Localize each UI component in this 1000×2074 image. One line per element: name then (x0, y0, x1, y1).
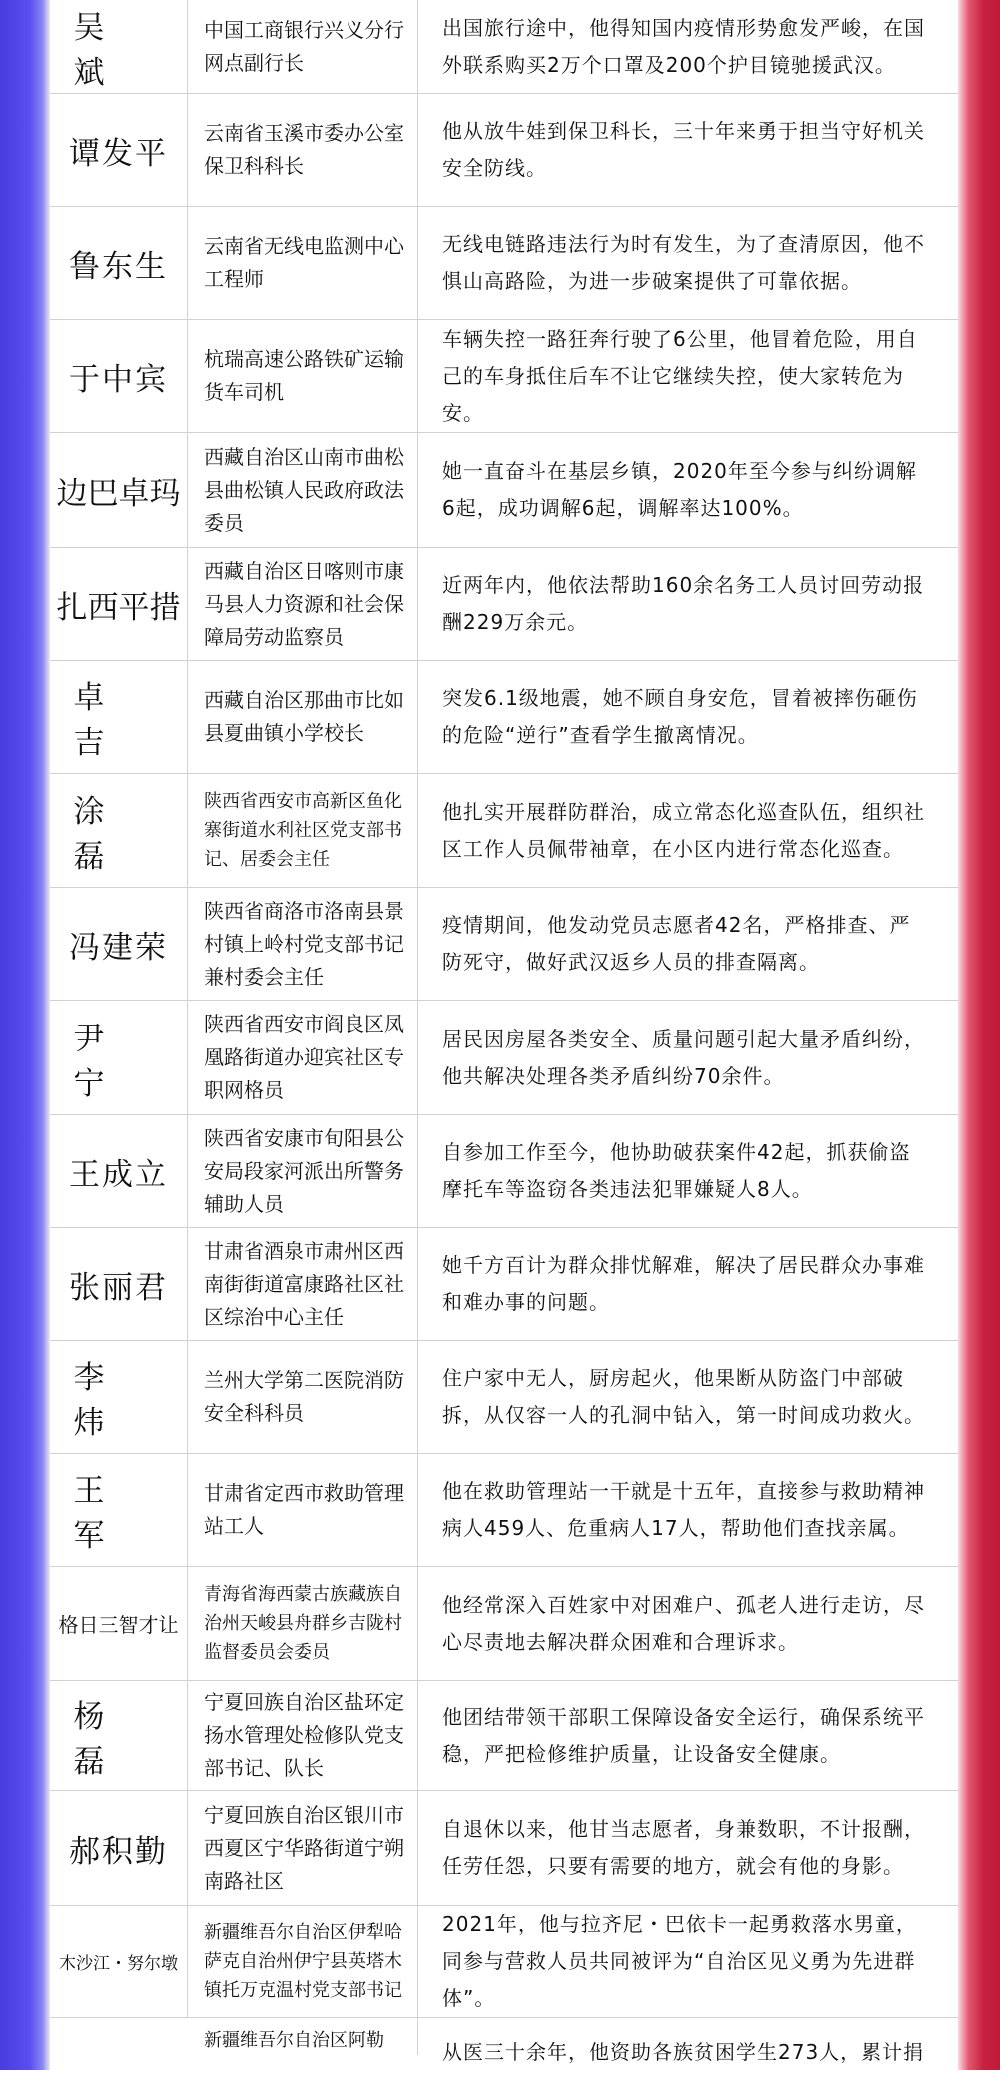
deed-cell: 车辆失控一路狂奔行驶了6公里，他冒着危险，用自己的车身抵住后车不让它继续失控，使大家转危为安。 (442, 326, 918, 425)
table-row (50, 320, 958, 433)
deed-cell: 出国旅行途中，他得知国内疫情形势愈发严峻，在国外联系购买2万个口罩及200个护目镜驰援武汉。 (442, 15, 925, 77)
table-row (50, 1228, 958, 1341)
unit-cell: 宁夏回族自治区银川市西夏区宁华路街道宁朔南路社区 (188, 1791, 418, 1905)
table-row (50, 1001, 958, 1115)
table-row (50, 1341, 958, 1454)
deed-cell: 他团结带领干部职工保障设备安全运行，确保系统平稳，严把检修维护质量，让设备安全健康。 (442, 1704, 925, 1766)
unit-cell: 宁夏回族自治区盐环定扬水管理处检修队党支部书记、队长 (188, 1681, 418, 1790)
name-cell: 木沙江・努尔墩 (50, 1906, 188, 2017)
unit-cell: 西藏自治区山南市曲松县曲松镇人民政府政法委员 (188, 433, 418, 547)
name-cell: 尹 宁 (50, 1001, 188, 1114)
deed-cell: 2021年，他与拉齐尼・巴依卡一起勇救落水男童，同参与营救人员共同被评为“自治区见义勇为先进群体”。 (442, 1912, 917, 2010)
unit-cell: 西藏自治区日喀则市康马县人力资源和社会保障局劳动监察员 (188, 548, 418, 660)
unit-cell: 陕西省商洛市洛南县景村镇上岭村党支部书记兼村委会主任 (188, 888, 418, 1000)
table-row (50, 888, 958, 1001)
deed-cell: 突发6.1级地震，她不顾自身安危，冒着被摔伤砸伤的危险“逆行”查看学生撤离情况。 (442, 686, 918, 747)
deed-cell: 无线电链路违法行为时有发生，为了查清原因，他不惧山高路险，为进一步破案提供了可靠依据。 (442, 232, 925, 293)
table-row (50, 1567, 958, 1681)
name-cell: 于中宾 (50, 320, 188, 432)
deed-cell: 他扎实开展群防群治，成立常态化巡查队伍，组织社区工作人员佩带袖章，在小区内进行常态化巡查。 (442, 799, 925, 861)
table-row (50, 774, 958, 888)
deed-cell: 他经常深入百姓家中对困难户、孤老人进行走访，尽心尽责地去解决群众困难和合理诉求。 (442, 1592, 925, 1654)
unit-cell: 甘肃省酒泉市肃州区西南街街道富康路社区社区综治中心主任 (188, 1228, 418, 1340)
unit-cell: 甘肃省定西市救助管理站工人 (188, 1454, 418, 1566)
unit-cell: 西藏自治区那曲市比如县夏曲镇小学校长 (188, 661, 418, 773)
name-cell: 边巴卓玛 (50, 433, 188, 547)
name-cell: 杨 磊 (50, 1681, 188, 1790)
table-row (50, 1454, 958, 1567)
name-cell: 李 炜 (50, 1341, 188, 1453)
table-row (50, 1681, 958, 1791)
unit-cell: 新疆维吾尔自治区阿勒 (188, 2018, 418, 2055)
table-row (50, 1906, 958, 2018)
table-row (50, 2018, 958, 2074)
name-cell: 王成立 (50, 1115, 188, 1227)
deed-cell: 自参加工作至今，他协助破获案件42起，抓获偷盗摩托车等盗窃各类违法犯罪嫌疑人8人。 (442, 1140, 911, 1201)
unit-cell: 陕西省西安市高新区鱼化寨街道水利社区党支部书记、居委会主任 (188, 774, 418, 887)
right-decorative-band (958, 0, 1000, 2070)
name-cell: 吴 斌 (50, 0, 188, 93)
deed-cell: 疫情期间，他发动党员志愿者42名，严格排查、严防死守，做好武汉返乡人员的排查隔离。 (442, 913, 911, 974)
deed-cell: 住户家中无人，厨房起火，他果断从防盗门中部破拆，从仅容一人的孔洞中钻入，第一时间成功救火。 (442, 1366, 925, 1427)
name-cell: 冯建荣 (50, 888, 188, 1000)
left-decorative-band (0, 0, 50, 2070)
table-row (50, 661, 958, 774)
table-row (50, 0, 958, 94)
name-cell: 张丽君 (50, 1228, 188, 1340)
unit-cell: 云南省玉溪市委办公室保卫科科长 (188, 94, 418, 206)
table-row (50, 207, 958, 320)
unit-cell: 杭瑞高速公路铁矿运输货车司机 (188, 320, 418, 432)
unit-cell: 陕西省安康市旬阳县公安局段家河派出所警务辅助人员 (188, 1115, 418, 1227)
deed-cell: 他从放牛娃到保卫科长，三十年来勇于担当守好机关安全防线。 (442, 119, 925, 180)
name-cell: 鲁东生 (50, 207, 188, 319)
unit-cell: 青海省海西蒙古族藏族自治州天峻县舟群乡吉陇村监督委员会委员 (188, 1567, 418, 1680)
deed-cell: 近两年内，他依法帮助160余名务工人员讨回劳动报酬229万余元。 (442, 573, 925, 634)
name-cell: 卓 吉 (50, 661, 188, 773)
deed-cell: 她一直奋斗在基层乡镇，2020年至今参与纠纷调解6起，成功调解6起，调解率达100%。 (442, 459, 917, 520)
unit-cell: 云南省无线电监测中心工程师 (188, 207, 418, 319)
unit-cell: 陕西省西安市阎良区凤凰路街道办迎宾社区专职网格员 (188, 1001, 418, 1114)
unit-cell: 兰州大学第二医院消防安全科科员 (188, 1341, 418, 1453)
deed-cell: 他在救助管理站一干就是十五年，直接参与救助精神病人459人、危重病人17人，帮助他们查找亲属。 (442, 1479, 925, 1540)
table-row (50, 433, 958, 548)
table-row (50, 1791, 958, 1906)
deed-cell: 居民因房屋各类安全、质量问题引起大量矛盾纠纷，他共解决处理各类矛盾纠纷70余件。 (442, 1026, 925, 1088)
deed-cell: 自退休以来，他甘当志愿者，身兼数职，不计报酬，任劳任怨，只要有需要的地方，就会有他的身影。 (442, 1817, 925, 1878)
table-row (50, 548, 958, 661)
name-cell: 王 军 (50, 1454, 188, 1566)
deed-cell: 她千方百计为群众排忧解难，解决了居民群众办事难和难办事的问题。 (442, 1253, 925, 1314)
name-cell: 格日三智才让 (50, 1567, 188, 1680)
table-row (50, 1115, 958, 1228)
name-cell: 涂 磊 (50, 774, 188, 887)
name-cell: 扎西平措 (50, 548, 188, 660)
unit-cell: 新疆维吾尔自治区伊犁哈萨克自治州伊宁县英塔木镇托万克温村党支部书记 (188, 1906, 418, 2017)
deed-cell: 从医三十余年，他资助各族贫困学生273人，累计捐 (442, 2040, 925, 2064)
unit-cell: 中国工商银行兴义分行网点副行长 (188, 0, 418, 93)
name-cell: 郝积勤 (50, 1791, 188, 1905)
name-cell: 谭发平 (50, 94, 188, 206)
honoree-table (50, 0, 958, 2070)
table-row (50, 94, 958, 207)
